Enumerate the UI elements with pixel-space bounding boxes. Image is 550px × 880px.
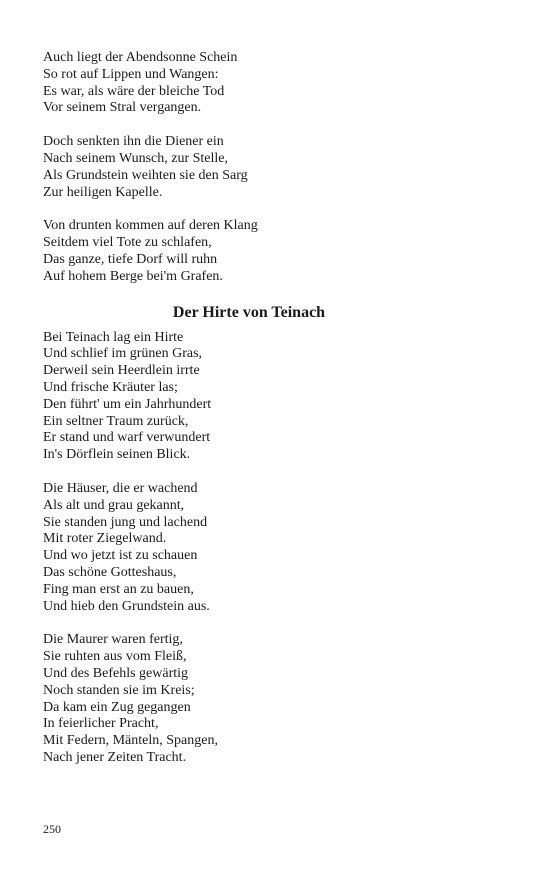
verse-line: Den führt' um ein Jahrhundert: [43, 396, 212, 412]
verse-line: Derweil sein Heerdlein irrte: [43, 363, 200, 379]
verse-line: Es war, als wäre der bleiche Tod: [43, 83, 225, 99]
verse-line: Er stand und warf verwundert: [43, 430, 211, 446]
verse-line: Sie ruhten aus vom Fleiß,: [43, 649, 187, 665]
verse-line: Sie standen jung und lachend: [43, 514, 208, 530]
verse-line: Seitdem viel Tote zu schlafen,: [43, 235, 212, 251]
verse-line: Und wo jetzt ist zu schauen: [43, 548, 198, 564]
verse-line: Und schlief im grünen Gras,: [43, 346, 203, 362]
verse-line: Nach jener Zeiten Tracht.: [43, 749, 187, 765]
verse-line: Noch standen sie im Kreis;: [43, 682, 195, 698]
verse-line: In feierlicher Pracht,: [43, 716, 159, 732]
verse-line: Und hieb den Grundstein aus.: [43, 598, 210, 614]
verse-line: Mit roter Ziegelwand.: [43, 531, 167, 547]
verse-line: Ein seltner Traum zurück,: [43, 413, 189, 429]
verse-line: In's Dörflein seinen Blick.: [43, 447, 191, 463]
poem-title: Der Hirte von Teinach: [172, 303, 326, 321]
page-number: 250: [43, 822, 61, 836]
verse-line: Als alt und grau gekannt,: [43, 497, 185, 513]
stanza: [43, 632, 463, 766]
stanza: [43, 134, 463, 201]
verse-line: Bei Teinach lag ein Hirte: [43, 329, 184, 345]
verse-line: Und frische Kräuter las;: [43, 379, 178, 395]
verse-line: Von drunten kommen auf deren Klang: [43, 218, 258, 234]
verse-line: Die Häuser, die er wachend: [43, 480, 198, 496]
verse-line: Das schöne Gotteshaus,: [43, 564, 177, 580]
verse-line: Als Grundstein weihten sie den Sarg: [43, 167, 248, 183]
stanza: [43, 50, 463, 117]
verse-line: Das ganze, tiefe Dorf will ruhn: [43, 251, 218, 267]
verse-line: Die Maurer waren fertig,: [43, 632, 183, 648]
verse-line: Fing man erst an zu bauen,: [43, 581, 194, 597]
verse-line: Zur heiligen Kapelle.: [43, 184, 163, 200]
stanza: [43, 330, 463, 464]
verse-line: Nach seinem Wunsch, zur Stelle,: [43, 150, 229, 166]
verse-line: So rot auf Lippen und Wangen:: [43, 66, 219, 82]
stanza: [43, 218, 463, 285]
verse-line: Und des Befehls gewärtig: [43, 665, 189, 681]
verse-line: Doch senkten ihn die Diener ein: [43, 134, 224, 150]
verse-line: Auch liegt der Abendsonne Schein: [43, 50, 238, 65]
verse-line: Da kam ein Zug gegangen: [43, 699, 191, 715]
book-page-text: [43, 50, 463, 784]
verse-line: Vor seinem Stral vergangen.: [43, 100, 202, 116]
verse-line: Mit Federn, Mänteln, Spangen,: [43, 733, 218, 749]
stanza: [43, 481, 463, 615]
verse-line: Auf hohem Berge bei'm Grafen.: [43, 268, 223, 284]
